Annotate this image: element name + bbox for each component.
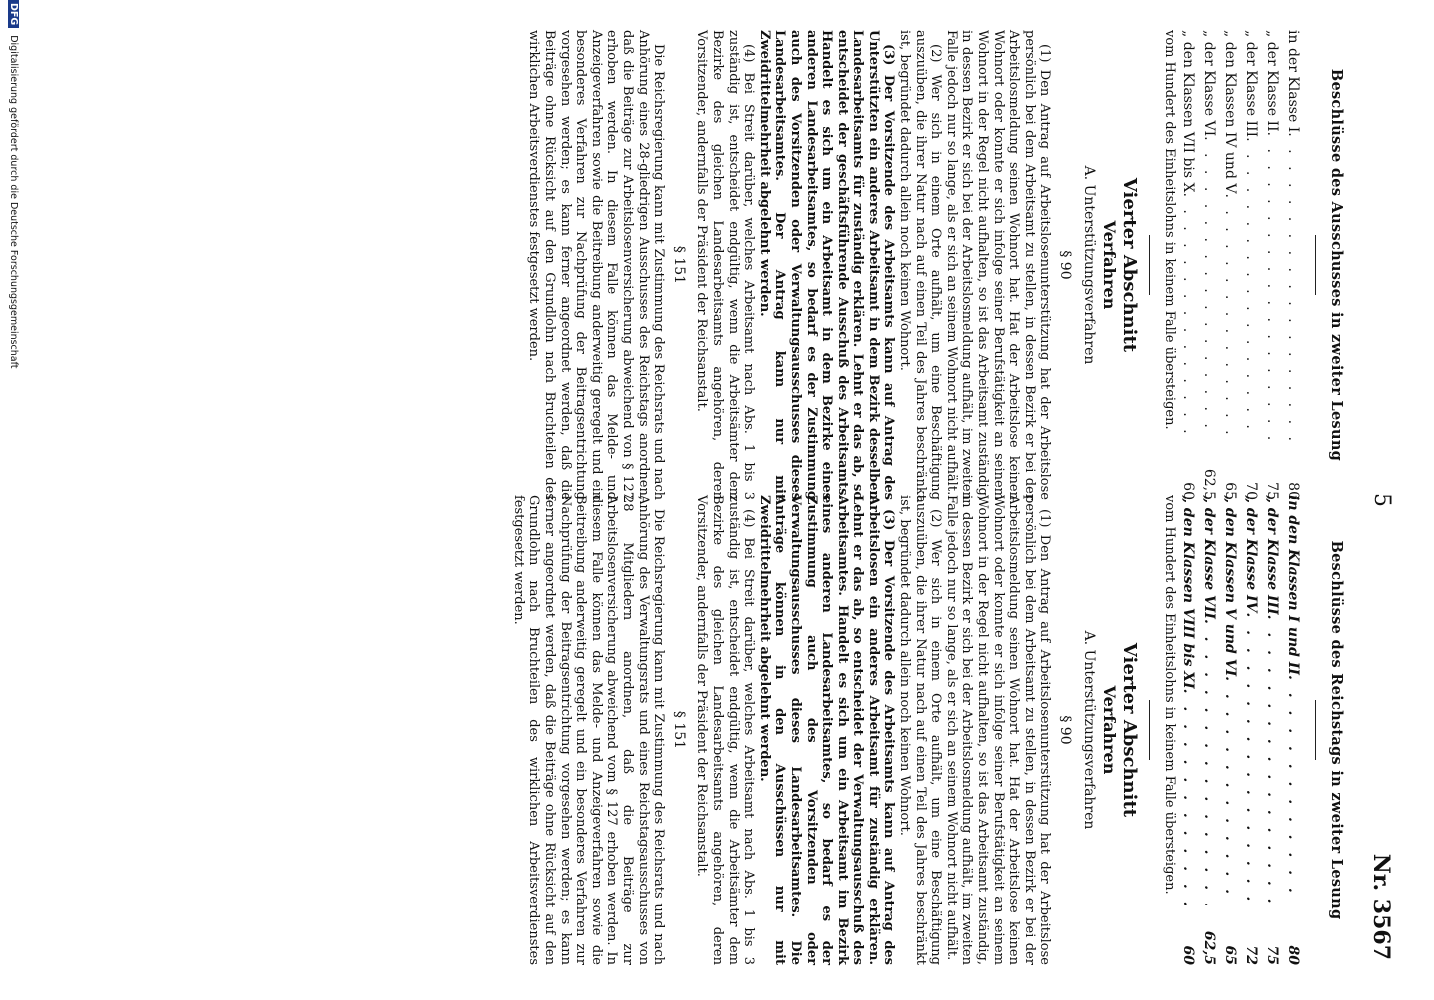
paragraph-text: (1) Den Antrag auf Arbeitslosenunterstützung hat der Arbeitslose persönlich bei dem Arbeitsamt zu stellen, in dessen Bezirk er bei der Arbeitslosmeldung seinen Wohnort hat. Hat der Arbeitslose keinen Wohnort oder konnte er sich infolge seiner Berufstätigkeit an seinem Wohnort in der Regel nicht aufhalten, so ist das Arbeitsamt zuständig, in dessen Bezirk er sich bei der Arbeitslosmeldung aufhält, im zweiten Falle jedoch nur so lange, als er sich an seinem Wohnort nicht aufhält. xyxy=(943,30,1053,500)
paragraph-number: § 90 xyxy=(1057,250,1074,280)
list-item: „ den Klassen IV und V . . . 65 xyxy=(1219,30,1240,500)
list-item: in der Klasse I . . . 80 xyxy=(1282,30,1303,500)
list-item: „ den Klassen VIII bis XI . . . 60 xyxy=(1177,495,1198,965)
subsection-heading: A. Unterstützungsverfahren xyxy=(1080,630,1097,830)
page-header xyxy=(1354,0,1394,1000)
right-column xyxy=(510,495,1344,965)
section-heading: Vierter Abschnitt xyxy=(1118,642,1140,818)
page-number: 5 xyxy=(1369,493,1394,507)
paragraph-text: Die Reichsregierung kann mit Zustimmung des Reichsrats und nach Anhörung eines 28-gliedrigen Ausschusses des Reichstags anordnen, daß die Beiträge zur Arbeitslosenversicherung abweichend von § 127 erhoben werden. In diesem Falle können das Melde- und Anzeigeverfahren sowie die Beitreibung anderweitig geregelt und ein besonderes Verfahren zur Nachprüfung der Beitragsentrichtung vorgesehen werden; es kann ferner angeordnet werden, daß die Beiträge ohne Rücksicht auf den Grundlohn nach Bruchteilen des wirklichen Arbeitsverdienstes festgesetzt werden. xyxy=(526,30,667,500)
section-heading: Vierter Abschnitt xyxy=(1118,177,1140,353)
footer-text: Digitalisierung gefördert durch die Deutsche Forschungsgemeinschaft xyxy=(8,35,19,369)
closing-text: vom Hundert des Einheitslohns in keinem Falle übersteigen. xyxy=(1162,495,1178,895)
list-item: „ den Klassen V und VI . . . 65 xyxy=(1219,495,1240,965)
list-item: „ der Klasse II . . . 75 xyxy=(1261,30,1282,500)
left-class-list xyxy=(1177,30,1303,500)
paragraph-text: (2) Wer sich in einem Orte aufhält, um eine Beschäftigung auszuüben, die ihrer Natur nach auf einen Teil des Jahres beschränkt ist, begründet dadurch allein noch keinen Wohnort. xyxy=(897,495,944,965)
list-item: „ der Klasse VII . . . 62,5 xyxy=(1198,495,1219,965)
dfg-logo: DFG xyxy=(8,0,19,28)
list-item: „ der Klasse VI . . . 62,5 xyxy=(1198,30,1219,500)
paragraph-text: Die Reichsregierung kann mit Zustimmung des Reichsrats und nach Anhörung des Verwaltungsrats und eines Reichstagsausschusses von 28 Mitgliedern anordnen, daß die Beiträge zur Arbeitslosenversicherung abweichend vom § 127 erhoben werden. In diesem Falle können das Melde- und Anzeigeverfahren sowie die Beitreibung anderweitig geregelt und ein besonderes Verfahren zur Nachprüfung der Beitragsentrichtung vorgesehen werden; es kann ferner angeordnet werden, daß die Beiträge ohne Rücksicht auf den Grundlohn nach Bruchteilen des wirklichen Arbeitsverdienstes festgesetzt werden. xyxy=(510,495,667,965)
paragraph-text: (2) Wer sich in einem Orte aufhält, um eine Beschäftigung auszuüben, die ihrer Natur nach auf einen Teil des Jahres beschränkt ist, begründet dadurch allein noch keinen Wohnort. xyxy=(897,30,944,500)
list-item: „ der Klasse III . . . 70 xyxy=(1240,30,1261,500)
list-item: „ den Klassen VII bis X . . . 60 xyxy=(1177,30,1198,500)
list-item: „ der Klasse IV . . . 72 xyxy=(1240,495,1261,965)
left-column xyxy=(526,30,1344,500)
closing-text: vom Hundert des Einheitslohns in keinem Falle übersteigen. xyxy=(1162,30,1178,430)
right-class-list xyxy=(1177,495,1303,965)
paragraph-number: § 151 xyxy=(670,245,687,285)
paragraph-text: (4) Bei Streit darüber, welches Arbeitsamt nach Abs. 1 bis 3 zuständig ist, entscheidet endgültig, wenn die Arbeitsämter dem Bezirke des gleichen Landesarbeitsamts angehören, deren Vorsitzender, andernfalls der Präsident der Reichsanstalt. xyxy=(694,495,757,965)
document-number: Nr. 3567 xyxy=(1368,853,1394,960)
right-column-title: Beschlüsse des Reichstags in zweiter Lesung xyxy=(1328,540,1345,920)
divider xyxy=(1149,700,1150,760)
paragraph-number: § 90 xyxy=(1057,715,1074,745)
paragraph-text: (3) Der Vorsitzende des Arbeitsamts kann auf Antrag des Unterstützten ein anderes Arbeitsamt in dem Bezirk desselben Landesarbeitsamts für zuständig erklären. Lehnt er das ab, so entscheidet der geschäftsführende Ausschuß des Arbeitsamts. Handelt es sich um ein Arbeitsamt in dem Bezirke eines anderen Landesarbeitsamtes, so bedarf es der Zustimmung auch des Vorsitzenden oder Verwaltungsausschusses dieses Landesarbeitsamtes. Der Antrag kann nur mit Zweidrittelmehrheit abgelehnt werden. xyxy=(756,30,897,500)
divider xyxy=(1315,700,1316,760)
subsection-heading: A. Unterstützungsverfahren xyxy=(1080,165,1097,365)
divider xyxy=(1315,235,1316,295)
paragraph-number: § 151 xyxy=(670,710,687,750)
list-item: in den Klassen I und II . . . 80 xyxy=(1282,495,1303,965)
list-item: „ der Klasse III . . . 75 xyxy=(1261,495,1282,965)
section-subheading: Verfahren xyxy=(1100,220,1120,310)
section-subheading: Verfahren xyxy=(1100,685,1120,775)
left-column-title: Beschlüsse des Ausschusses in zweiter Lesung xyxy=(1328,68,1345,462)
paragraph-text: (1) Den Antrag auf Arbeitslosenunterstützung hat der Arbeitslose persönlich bei dem Arbeitsamt zu stellen, in dessen Bezirk er bei der Arbeitslosmeldung seinen Wohnort hat. Hat der Arbeitslose keinen Wohnort oder konnte er sich infolge seiner Berufstätigkeit an seinem Wohnort in der Regel nicht aufhalten, so ist das Arbeitsamt zuständig, in dessen Bezirk er sich bei der Arbeitslosmeldung aufhält, im zweiten Falle jedoch nur so lange, als er sich an seinem Wohnort nicht aufhält. xyxy=(943,495,1053,965)
divider xyxy=(1149,235,1150,295)
paragraph-text: (4) Bei Streit darüber, welches Arbeitsamt nach Abs. 1 bis 3 zuständig ist, entscheidet endgültig, wenn die Arbeitsämter dem Bezirke des gleichen Landesarbeitsamts angehören, deren Vorsitzender, andernfalls der Präsident der Reichsanstalt. xyxy=(694,30,757,500)
digitization-footer xyxy=(3,0,19,1000)
paragraph-text: (3) Der Vorsitzende des Arbeitsamts kann auf Antrag des Arbeitslosen ein anderes Arbeitsamt für zuständig erklären. Lehnt er das ab, so entscheidet der Verwaltungsausschuß des Arbeitsamtes. Handelt es sich um ein Arbeitsamt im Bezirk eines anderen Landesarbeitsamtes, so bedarf es der Zustimmung auch des Vorsitzenden oder Verwaltungsausschusses dieses Landesarbeitsamtes. Die Anträge können in den Ausschüssen nur mit Zweidrittelmehrheit abgelehnt werden. xyxy=(756,495,897,965)
